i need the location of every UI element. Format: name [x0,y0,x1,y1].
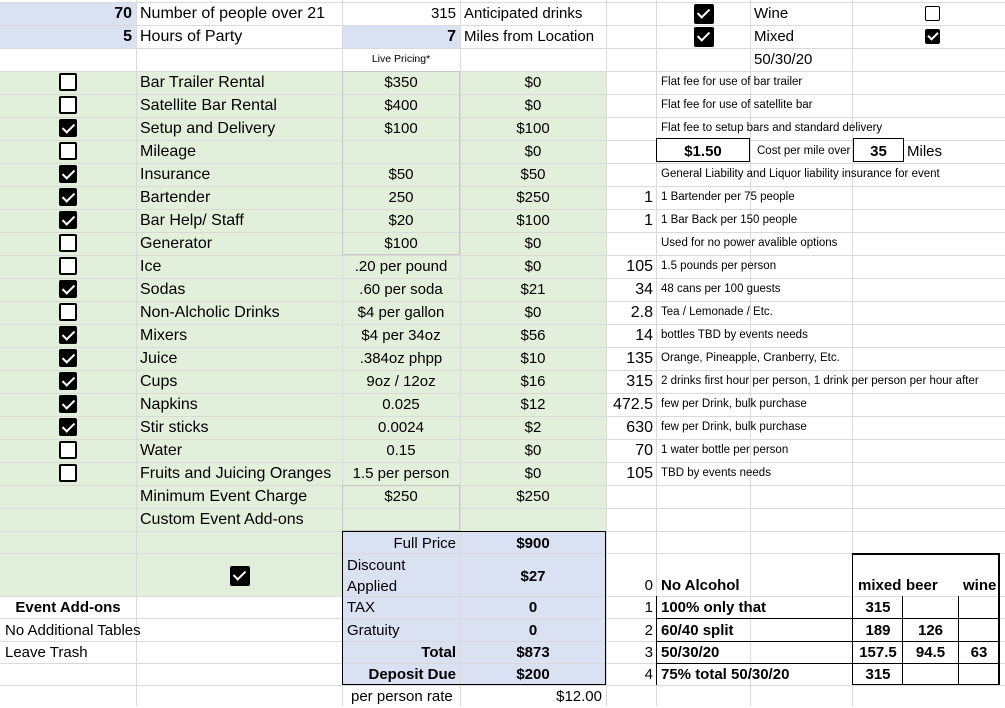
hours-value[interactable]: 5 [123,28,132,45]
alcohol-mixed: 189 [865,622,891,639]
alcohol-row-num: 2 [644,622,653,639]
alcohol-wine [959,596,999,619]
item-price[interactable]: $350 [384,74,418,91]
deposit-label: Deposit Due [368,666,456,683]
item-checkbox[interactable] [59,464,77,482]
item-label: Generator [140,235,213,252]
item-total: $0 [524,74,542,91]
total-label: Total [421,644,456,661]
item-checkbox[interactable] [59,418,77,436]
per-person-label: per person rate [351,688,453,705]
discount-checkbox[interactable] [230,566,250,586]
item-label: Stir sticks [140,419,209,436]
item-checkbox[interactable] [59,280,77,298]
item-total: $2 [524,419,542,436]
item-qty [606,508,653,531]
item-checkbox[interactable] [59,73,77,91]
item-label: Fruits and Juicing Oranges [140,465,332,482]
alcohol-row-label: 50/30/20 [661,644,720,661]
item-price[interactable]: $100 [384,120,418,137]
alcohol-col-header: wine [963,577,997,594]
wine-checkbox[interactable] [694,4,714,24]
item-qty: 105 [626,465,653,482]
item-checkbox[interactable] [59,188,77,206]
alcohol-row-num: 1 [644,599,653,616]
item-qty [606,140,653,163]
item-price[interactable]: 0.0024 [378,419,424,436]
tax-label: TAX [347,599,376,616]
full-price-value: $900 [516,535,550,552]
alcohol-mixed: 157.5 [859,644,897,661]
item-total [460,508,606,531]
item-qty [606,485,653,508]
item-price[interactable]: 9oz / 12oz [366,373,436,390]
addon-item: Leave Trash [5,644,88,661]
item-label: Satellite Bar Rental [140,97,277,114]
item-note: bottles TBD by events needs [661,329,808,341]
alcohol-row-label: No Alcohol [661,577,740,594]
item-label: Bar Trailer Rental [140,74,265,91]
alcohol-mixed: 315 [865,599,891,616]
miles-value[interactable]: 7 [447,28,456,45]
mix-ratio: 50/30/20 [754,51,813,68]
item-total: $0 [524,304,542,321]
item-checkbox[interactable] [59,211,77,229]
item-price[interactable]: 0.15 [386,442,416,459]
item-total: $12 [520,396,546,413]
discount-label: Discount Applied [347,557,406,595]
alcohol-row-label: 60/40 split [661,622,734,639]
item-label: Mixers [140,327,188,344]
item-label: Sodas [140,281,186,298]
item-total: $10 [520,350,546,367]
alcohol-mixed [853,574,903,597]
item-price[interactable]: 1.5 per person [352,465,450,482]
alcohol-col-header: mixed [858,577,902,594]
alcohol-mixed: 315 [865,666,891,683]
grid-hline [0,48,1005,49]
item-note: Orange, Pineapple, Cranberry, Etc. [661,352,840,364]
item-total: $0 [524,442,542,459]
alcohol-beer: 94.5 [915,644,946,661]
item-qty: 1 [644,212,653,229]
item-note: Used for no power avalible options [661,237,838,249]
item-checkbox[interactable] [59,119,77,137]
alcohol-wine: 63 [970,644,988,661]
per-person-value: $12.00 [556,688,602,705]
green-panel-lower [0,531,342,597]
item-total: $21 [520,281,546,298]
item-note: Flat fee for use of bar trailer [661,76,803,88]
mileage-unit: Miles [907,143,943,160]
alcohol-beer [903,663,958,686]
item-checkbox[interactable] [59,165,77,183]
item-checkbox[interactable] [59,257,77,275]
mixed-checkbox[interactable] [694,27,714,47]
item-price[interactable]: $20 [388,212,414,229]
item-total: $0 [524,258,542,275]
item-qty: 1 [644,189,653,206]
alcohol-row-num: 4 [644,666,653,683]
item-total: $250 [516,189,550,206]
item-price[interactable]: $100 [384,235,418,252]
discount-value: $27 [520,568,546,585]
item-qty: 472.5 [612,396,653,413]
alcohol-col-header: beer [906,577,938,594]
item-price[interactable]: $250 [384,488,418,505]
item-total: $16 [520,373,546,390]
item-price[interactable] [342,508,460,531]
alcohol-row-label: 100% only that [661,599,767,616]
item-qty: 135 [626,350,653,367]
item-qty: 630 [626,419,653,436]
alcohol-row-num: 3 [644,644,653,661]
item-note: 1 Bartender per 75 people [661,191,795,203]
item-note: 1 water bottle per person [661,444,789,456]
addons-header: Event Add-ons [15,599,121,616]
item-qty: 34 [635,281,653,298]
item-price[interactable]: .20 per pound [354,258,448,275]
item-note: few per Drink, bulk purchase [661,398,807,410]
item-price[interactable] [342,140,460,163]
item-qty [606,71,653,94]
alcohol-row-num: 0 [644,577,653,594]
item-note: General Liability and Liquor liability insurance for event [661,168,940,180]
alcohol-beer: 126 [917,622,944,639]
item-label: Minimum Event Charge [140,488,308,505]
item-label: Napkins [140,396,198,413]
item-total: $50 [520,166,546,183]
item-checkbox[interactable] [59,96,77,114]
item-total: $0 [524,97,542,114]
people-over-21-value[interactable]: 70 [114,5,132,22]
anticipated-drinks-label: Anticipated drinks [464,5,583,22]
total-value: $873 [516,644,550,661]
item-qty [606,163,653,186]
item-label: Cups [140,373,178,390]
alcohol-wine [959,663,999,686]
tax-value: 0 [528,599,538,616]
alcohol-beer [903,596,958,619]
item-checkbox[interactable] [59,395,77,413]
item-price[interactable]: $4 per 34oz [361,327,441,344]
item-checkbox[interactable] [59,142,77,160]
item-total: $250 [516,488,550,505]
grid-vline [136,0,137,706]
miles-label: Miles from Location [464,28,595,45]
mixed-right-checkbox[interactable] [925,29,940,44]
alcohol-beer [903,574,958,597]
item-qty: 14 [635,327,653,344]
item-qty: 2.8 [630,304,653,321]
alcohol-row-label: 75% total 50/30/20 [661,666,790,683]
alcohol-wine [959,574,999,597]
item-total: $0 [524,465,542,482]
item-total: $0 [524,235,542,252]
anticipated-drinks-value: 315 [430,5,456,22]
item-price[interactable]: .384oz phpp [359,350,443,367]
item-checkbox[interactable] [59,372,77,390]
deposit-value: $200 [516,666,550,683]
item-qty: 315 [626,373,653,390]
item-total: $0 [524,143,542,160]
hours-label: Hours of Party [140,28,243,45]
item-note: Flat fee to setup bars and standard delivery [661,122,883,134]
item-price[interactable]: $50 [388,166,414,183]
item-label: Water [140,442,183,459]
item-note: 1 Bar Back per 150 people [661,214,798,226]
mileage-rate[interactable]: $1.50 [684,143,722,160]
item-label: Non-Alcholic Drinks [140,304,280,321]
mileage-over-label: Cost per mile over [757,145,851,157]
item-checkbox[interactable] [59,349,77,367]
item-price[interactable]: 0.025 [382,396,420,413]
item-label: Bar Help/ Staff [140,212,244,229]
item-qty [606,94,653,117]
wine-label: Wine [754,5,789,22]
item-qty [606,117,653,140]
live-pricing-label: Live Pricing* [371,53,431,65]
item-price[interactable]: $4 per gallon [357,304,445,321]
full-price-label: Full Price [393,535,456,552]
item-label: Custom Event Add-ons [140,511,304,528]
item-total: $100 [516,120,550,137]
item-note: 2 drinks first hour per person, 1 drink per person per hour after [661,375,979,387]
item-checkbox[interactable] [59,441,77,459]
item-price[interactable]: .60 per soda [359,281,443,298]
item-label: Bartender [140,189,211,206]
item-total: $56 [520,327,546,344]
mileage-threshold[interactable]: 35 [870,143,887,160]
item-checkbox[interactable] [59,326,77,344]
item-checkbox[interactable] [59,303,77,321]
item-qty: 70 [635,442,653,459]
alcohol-num-col [656,596,657,685]
item-label: Mileage [140,143,197,160]
item-qty [606,232,653,255]
addon-item: No Additional Tables [5,622,141,639]
item-note: 1.5 pounds per person [661,260,777,272]
gratuity-value: 0 [528,622,538,639]
item-label: Ice [140,258,162,275]
mixed-label: Mixed [754,28,795,45]
item-note: few per Drink, bulk purchase [661,421,807,433]
item-price[interactable]: $400 [384,97,418,114]
item-note: Tea / Lemonade / Etc. [661,306,773,318]
item-qty: 105 [626,258,653,275]
wine-right-checkbox[interactable] [925,6,940,21]
item-note: TBD by events needs [661,467,771,479]
item-price[interactable]: 250 [388,189,414,206]
item-note: Flat fee for use of satellite bar [661,99,813,111]
item-total: $100 [516,212,550,229]
item-note: 48 cans per 100 guests [661,283,781,295]
gratuity-label: Gratuity [347,622,400,639]
item-label: Setup and Delivery [140,120,276,137]
item-label: Insurance [140,166,211,183]
alcohol-wine [959,619,999,642]
people-over-21-label: Number of people over 21 [140,5,325,22]
item-label: Juice [140,350,178,367]
item-checkbox[interactable] [59,234,77,252]
